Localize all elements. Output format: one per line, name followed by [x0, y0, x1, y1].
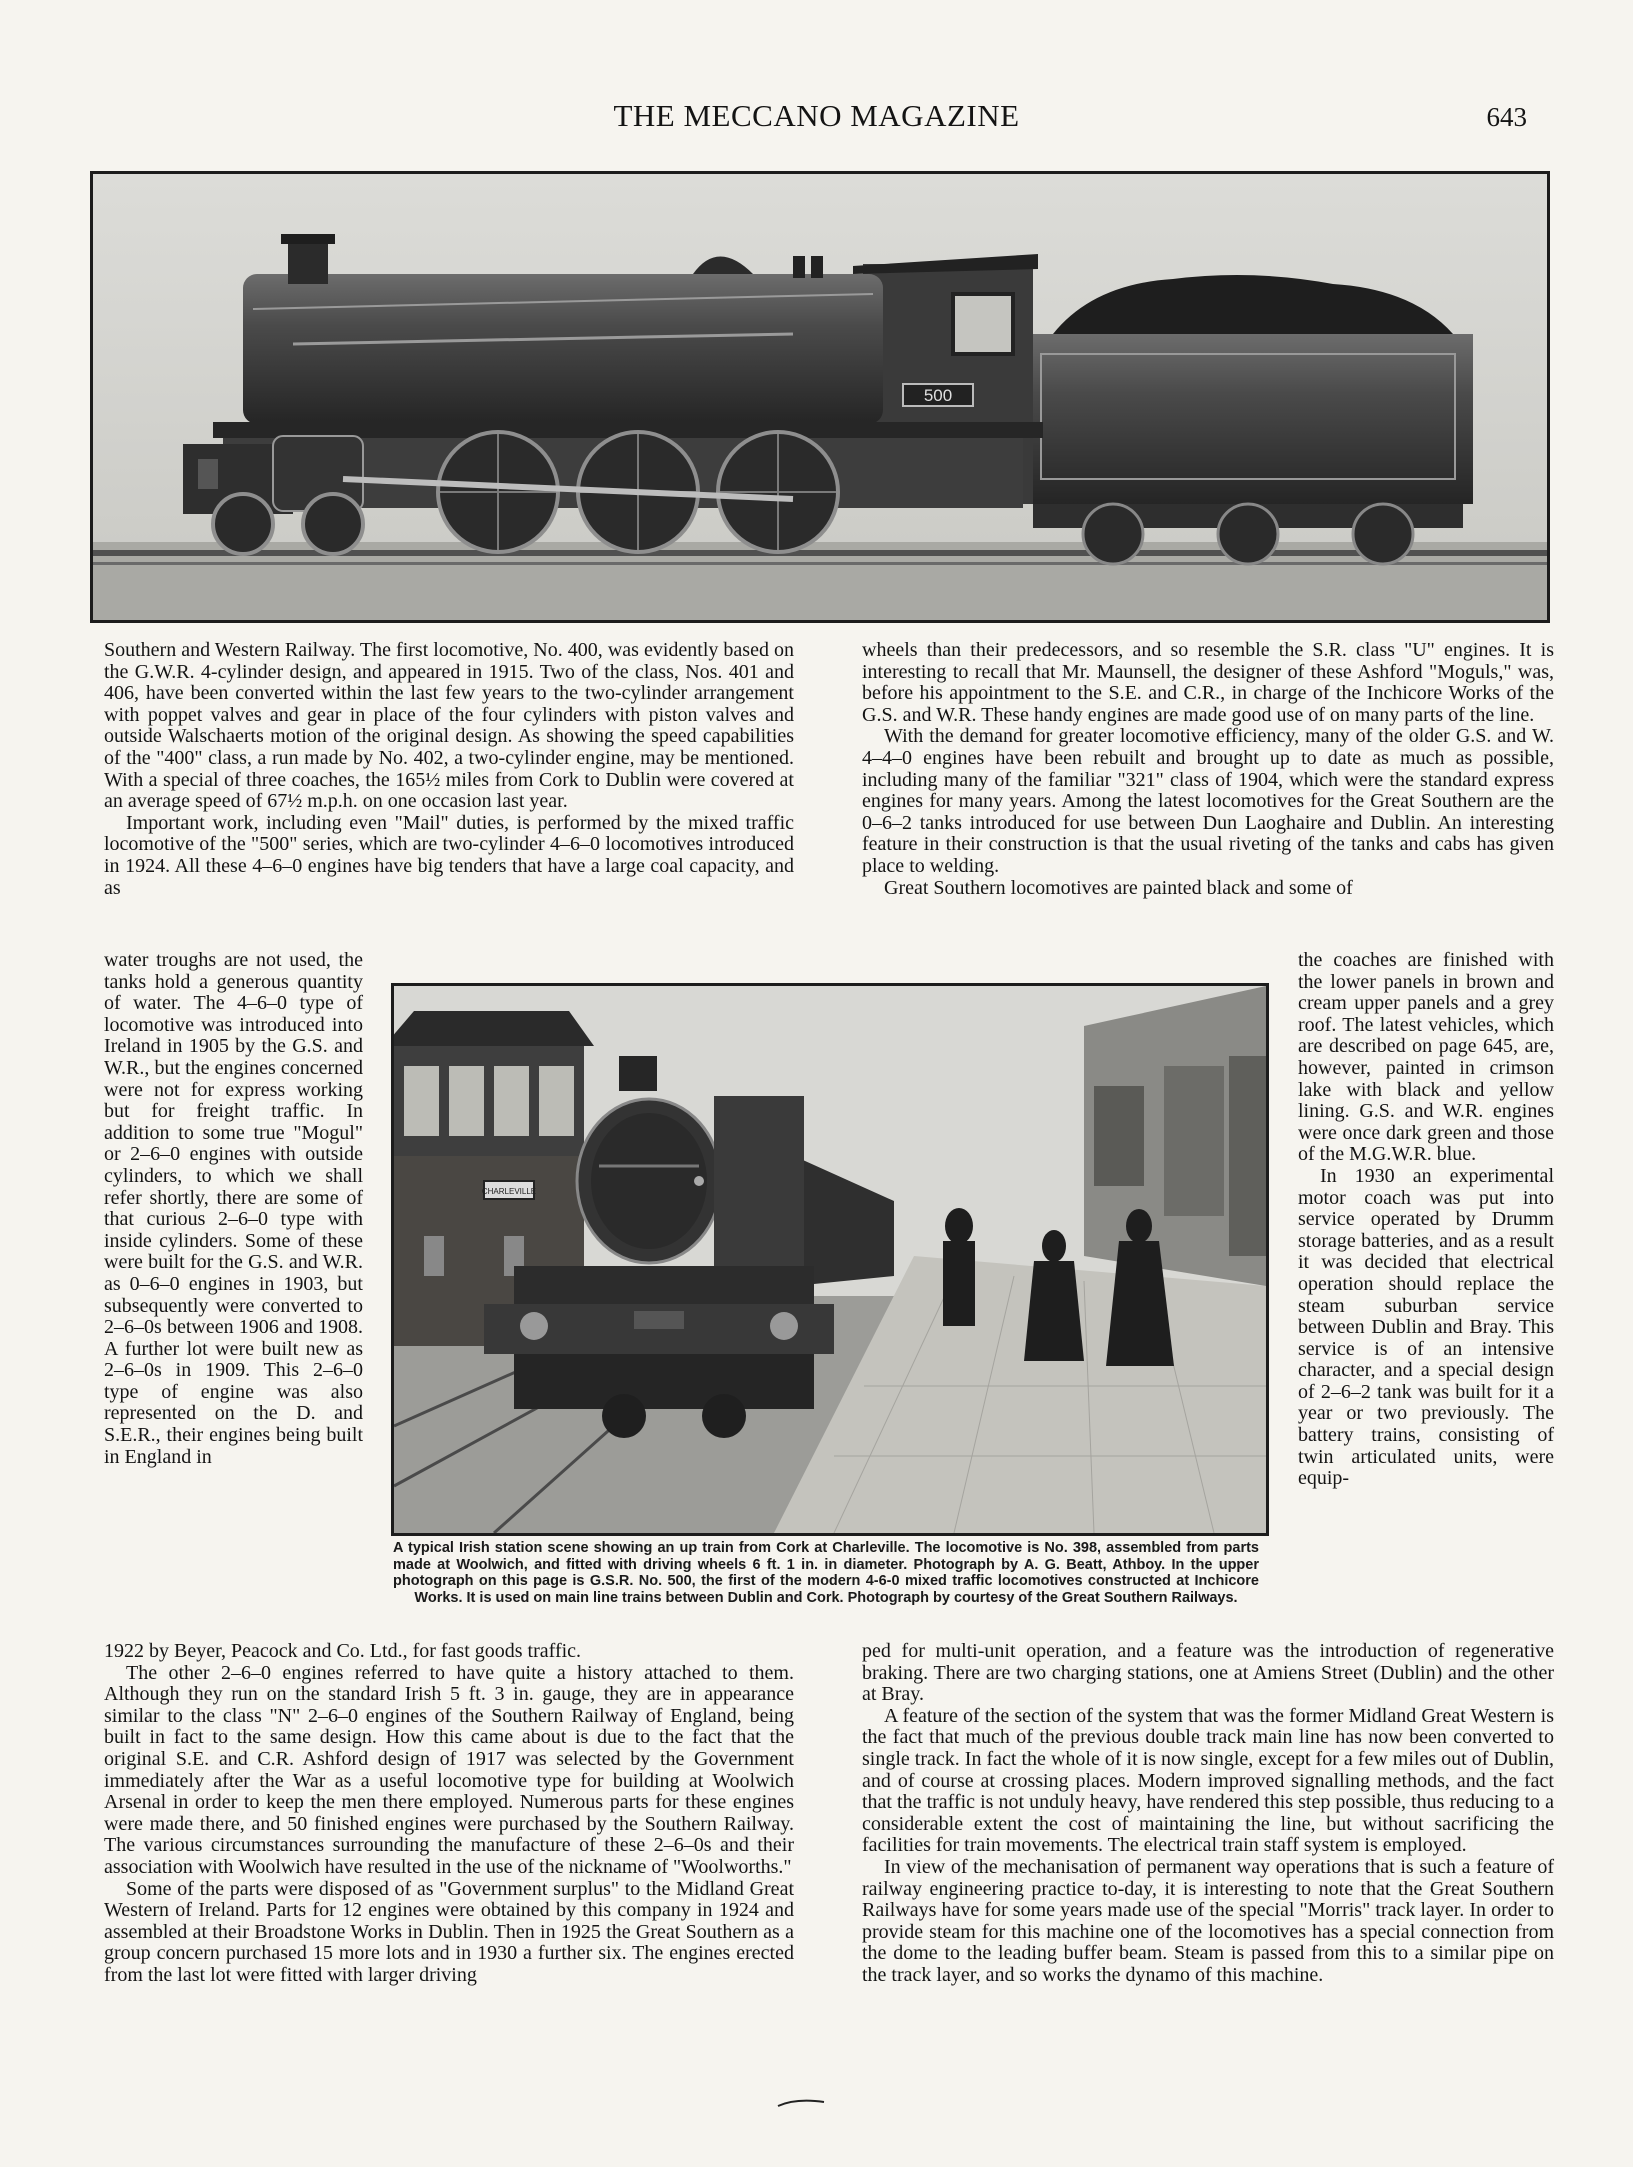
left-column-bottom [104, 1641, 794, 1987]
paragraph: water troughs are not used, the tanks hold a generous quantity of water. The 4–6–0 type of locomotive was introduced into Ireland in 1905 by the G.S. and W.R., but the engines concerned were not for express working but for freight traffic. In addition to some true "Mogul" or 2–6–0 engines with outside cylinders, to which we shall refer shortly, there are some of that curious 2–6–0 type with inside cylinders. Some of these were built for the G.S. and W.R. as 0–6–0 engines in 1903, but subsequently were converted to 2–6–0s between 1906 and 1908. A further lot were built new as 2–6–0s in 1909. This 2–6–0 type of engine was also represented on the D. and S.E.R., their engines being built in England in [104, 949, 363, 1468]
paragraph: ped for multi-unit operation, and a feature was the introduction of regenerative braking. There are two charging stations, one at Amiens Street (Dublin) and the other at Bray. [862, 1640, 1554, 1706]
left-column-top [104, 640, 794, 899]
paragraph: 1922 by Beyer, Peacock and Co. Ltd., for fast goods traffic. [104, 1640, 582, 1662]
paragraph: With the demand for greater locomotive efficiency, many of the older G.S. and W. 4–4–0 engines have been rebuilt and brought up to date as much as possible, including many of the familiar "321" class of 1904, which were the standard express engines for many years. Among the latest locomotives for the Great Southern are the 0–6–2 tanks introduced for use between Dun Laoghaire and Dublin. An interesting feature in their construction is that the usual riveting of the tanks and cabs has given place to welding. [862, 725, 1554, 877]
left-column-wrap [104, 950, 363, 1468]
locomotive-photo [90, 171, 1550, 623]
page-header [0, 98, 1633, 142]
paragraph: In 1930 an experimental motor coach was put into service operated by Drumm storage batteries, and as a result it was decided that electrical operation should replace the steam suburban service between Dublin and Bray. This service is of an intensive character, and a special design of 2–6–2 tank was built for it a year or two previously. The battery trains, consisting of twin articulated units, were equip- [1298, 1164, 1554, 1490]
paragraph: A feature of the section of the system that was the former Midland Great Western is the fact that much of the previous double track main line has now been converted to single track. In fact the whole of it is now single, except for a few miles out of Dublin, and of course at crossing places. Modern improved signalling methods, and the fact that the traffic is not unduly heavy, have rendered this step possible, thus reducing to a considerable extent the cost of maintaining the line, but without sacrificing the facilities for train movements. The electrical train staff system is employed. [862, 1704, 1554, 1857]
locomotive-illustration [93, 174, 1547, 620]
caption-text: A typical Irish station scene showing an up train from Cork at Charleville. The locomotive is No. 398, assembled from parts made at Woolwich, and fitted with driving wheels 6 ft. 1 in. in diameter. Photograph by A. G. Beatt, Athboy. In the upper photograph on this page is G.S.R. No. 500, the first of the modern 4-6-0 mixed traffic locomotives constructed at Inchicore Works. It is used on main line trains between Dublin and Cork. Photograph by courtesy of the Great Southern Railways. [393, 1540, 1259, 1606]
page-end-flourish [776, 2096, 826, 2108]
paragraph: the coaches are finished with the lower panels in brown and cream upper panels and a grey roof. The latest vehicles, which are described on page 645, are, however, painted in crimson lake with black and yellow lining. G.S. and W.R. engines were once dark green and those of the M.G.W.R. blue. [1298, 949, 1554, 1166]
right-column-top [862, 640, 1554, 899]
photo-caption [393, 1540, 1259, 1606]
paragraph: In view of the mechanisation of permanent way operations that is such a feature of railway engineering practice to-day, it is interesting to note that the Great Southern Railways have for some years made use of the special "Morris" track layer. In order to provide steam for this machine one of the locomotives has a special connection from the dome to the leading buffer beam. Steam is passed from this to a similar pipe on the track layer, and so works the dynamo of this machine. [862, 1855, 1554, 1986]
page-title: THE MECCANO MAGAZINE [613, 98, 1020, 133]
paragraph: wheels than their predecessors, and so resemble the S.R. class "U" engines. It is interesting to recall that Mr. Maunsell, the designer of these Ashford "Moguls," was, before his appointment to the S.E. and C.R., in charge of the Inchicore Works of the G.S. and W.R. These handy engines are made good use of on many parts of the line. [862, 639, 1554, 726]
station-sign: CHARLEVILLE [481, 1187, 537, 1196]
right-column-bottom [862, 1641, 1554, 1987]
paragraph: Southern and Western Railway. The first locomotive, No. 400, was evidently based on the G.W.R. 4-cylinder design, and appeared in 1915. Two of the class, Nos. 401 and 406, have been converted within the last few years to the two-cylinder arrangement with poppet valves and gear in place of the four cylinders with piston valves and outside Walschaerts motion of the original design. As showing the speed capabilities of the "400" class, a run made by No. 402, a two-cylinder engine, may be mentioned. With a special of three coaches, the 165½ miles from Cork to Dublin were covered at an average speed of 67½ m.p.h. on one occasion last year. [104, 639, 794, 813]
paragraph: The other 2–6–0 engines referred to have quite a history attached to them. Although they run on the standard Irish 5 ft. 3 in. gauge, they are in appearance similar to the class "N" 2–6–0 engines of the Southern Railway of England, being built in fact to the same design. How this came about is due to the fact that the original S.E. and C.R. Ashford design of 1917 was selected by the Government immediately after the War as a useful locomotive type for building at Woolwich Arsenal in order to keep the men there employed. Numerous parts for these engines were made there, and 50 finished engines were purchased by the Southern Railway. The various circumstances surrounding the manufacture of these 2–6–0s and their association with Woolwich have resulted in the use of the nickname of "Woolworths." [104, 1661, 794, 1878]
page-number: 643 [1486, 102, 1527, 132]
engine-number-plate: 500 [923, 386, 953, 405]
paragraph: Some of the parts were disposed of as "Government surplus" to the Midland Great Western of Ireland. Parts for 12 engines were obtained by this company in 1924 and assembled at their Broadstone Works in Dublin. Then in 1925 the Great Southern as a group concern purchased 15 more lots and in 1930 a further six. The engines erected from the last lot were fitted with larger driving [104, 1877, 794, 1986]
right-column-wrap [1298, 950, 1554, 1490]
station-photo [391, 983, 1269, 1536]
station-illustration [394, 986, 1266, 1533]
paragraph: Great Southern locomotives are painted black and some of [884, 876, 1353, 899]
paragraph: Important work, including even "Mail" duties, is performed by the mixed traffic locomotive of the "500" series, which are two-cylinder 4–6–0 locomotives introduced in 1924. All these 4–6–0 engines have big tenders that have a large coal capacity, and as [104, 811, 794, 899]
